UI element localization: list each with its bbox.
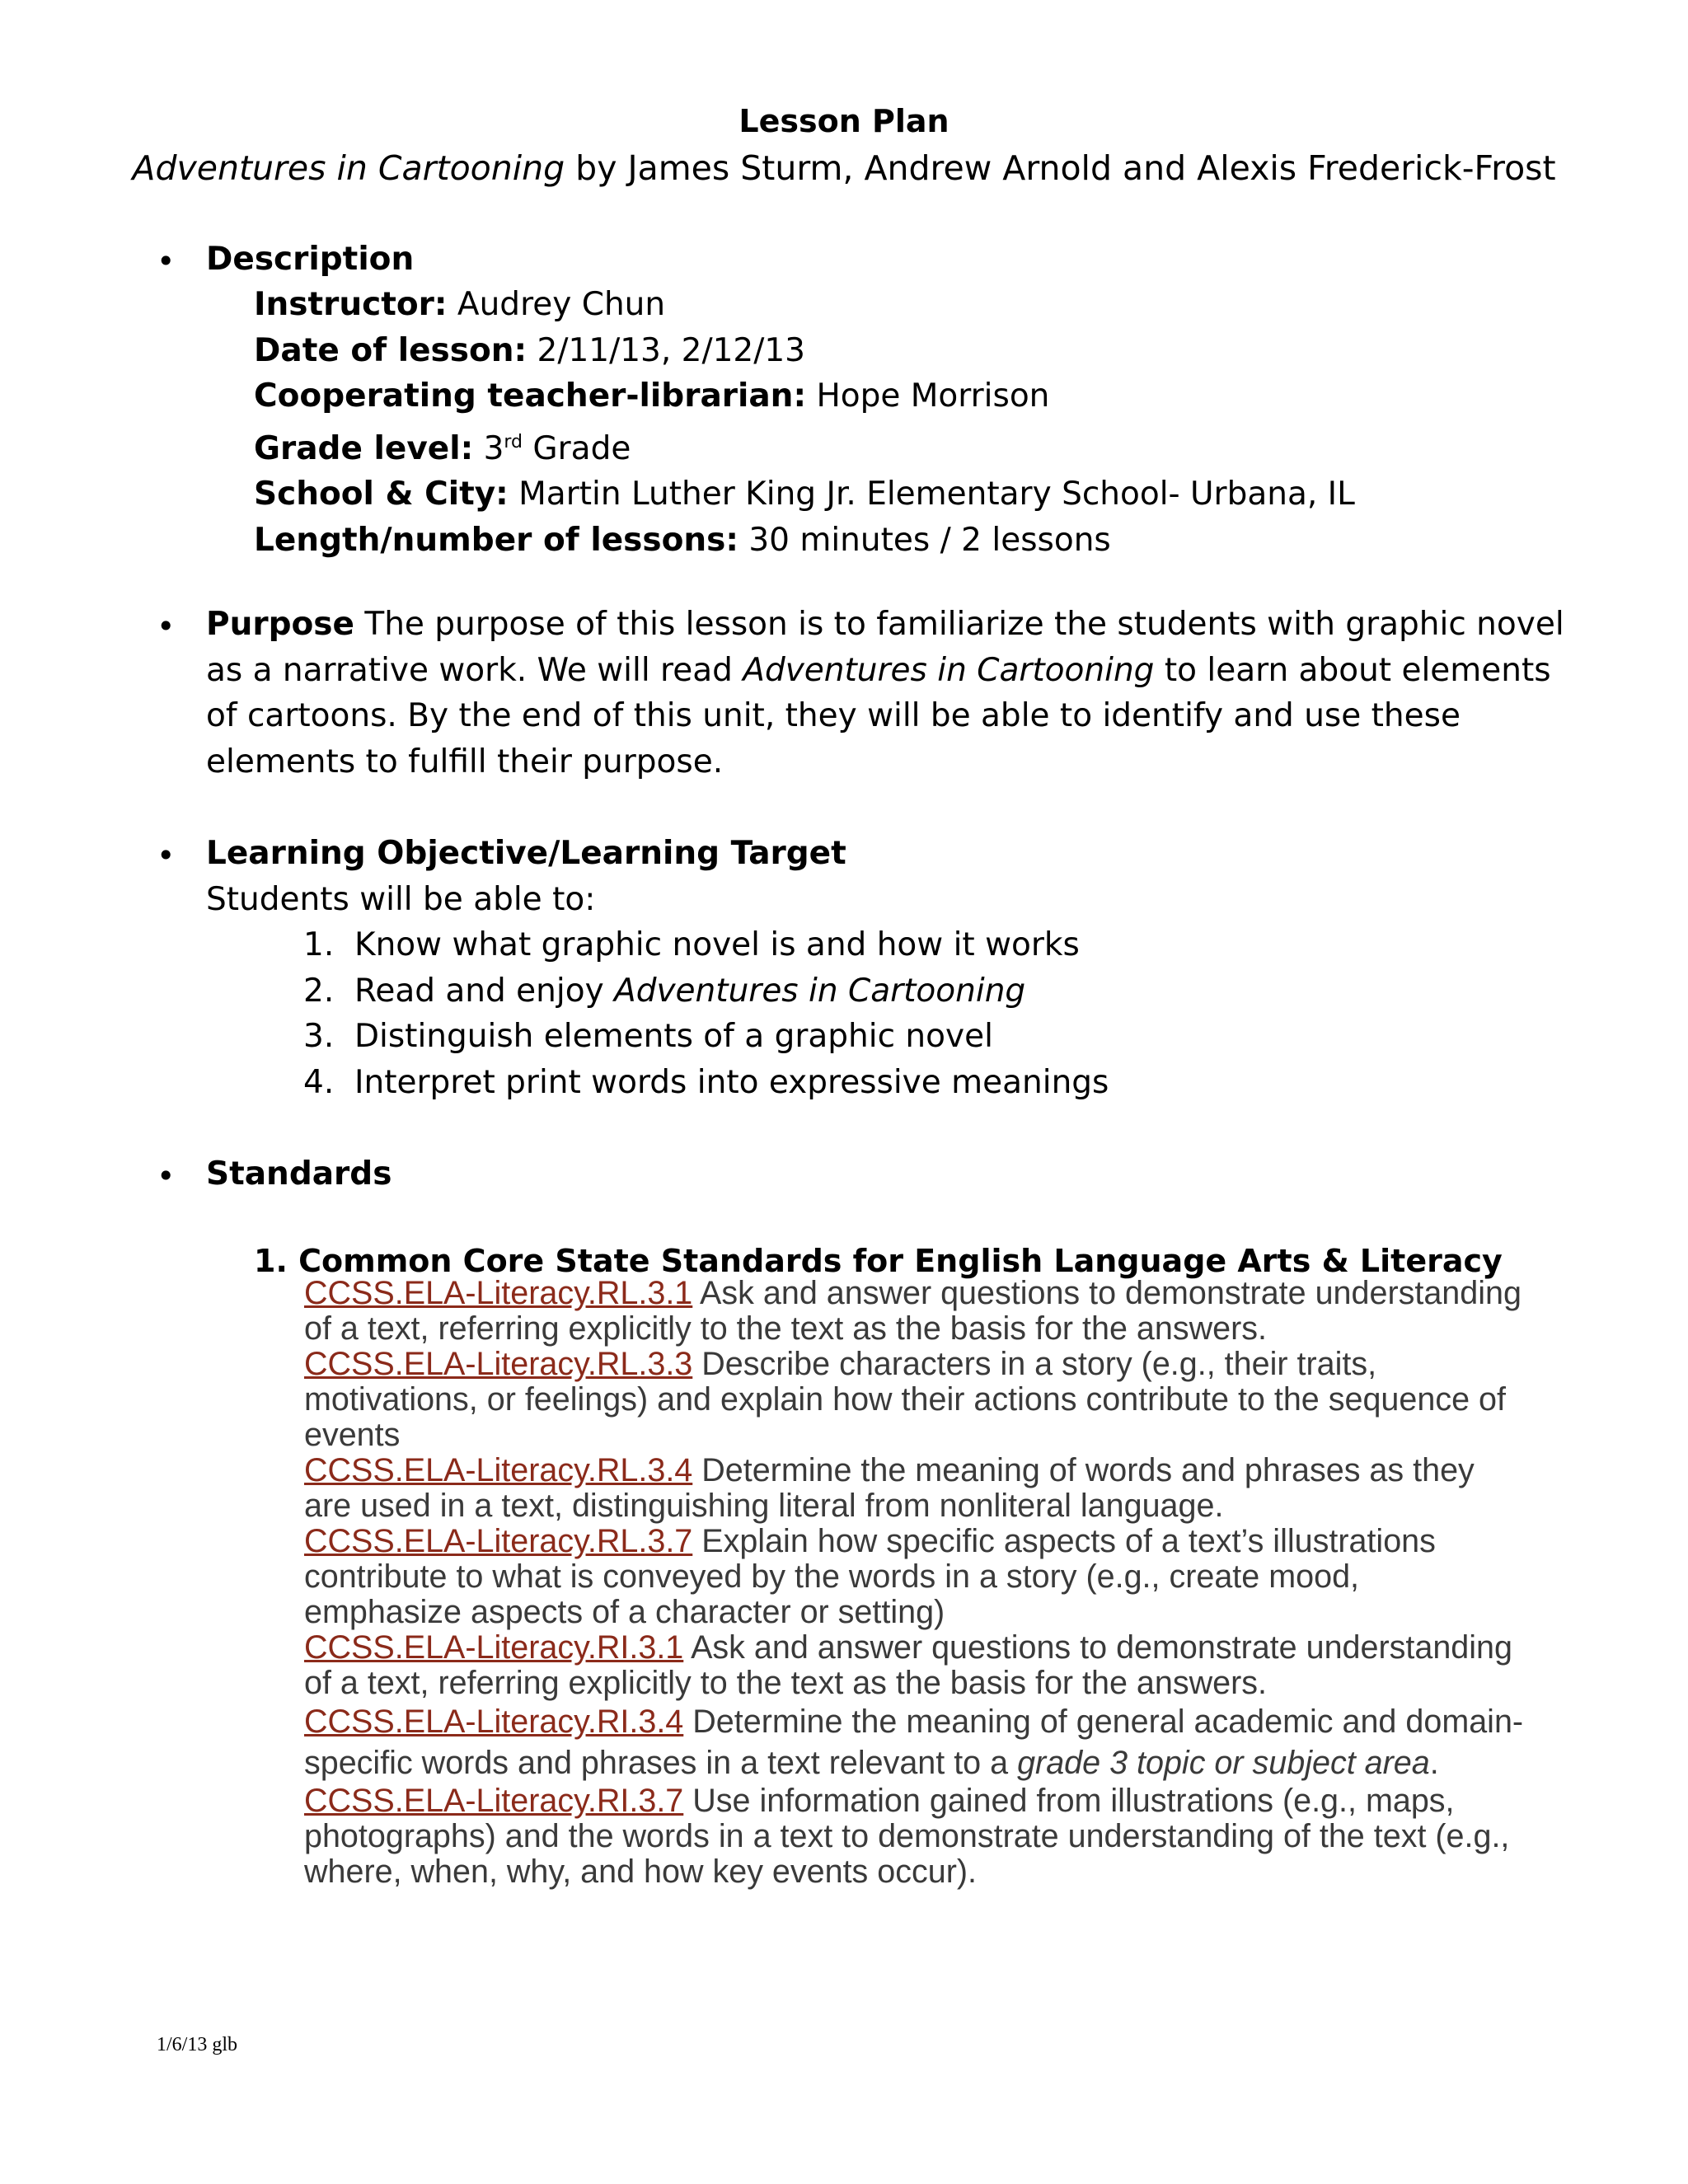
field-grade-level: Grade level: 3rd Grade (254, 429, 631, 467)
description-fields (254, 282, 1355, 563)
standard-item: CCSS.ELA-Literacy.RL.3.3 Describe characters in a story (e.g., their traits, motivations, or feelings) and explain how their actions contribute to the sequence of events (304, 1346, 1506, 1453)
standard-item: CCSS.ELA-Literacy.RL.3.7 Explain how specific aspects of a text’s illustrations contribute to what is conveyed by the words in a story (e.g., create mood, emphasize aspects of a character or setting) (304, 1523, 1436, 1630)
bullet-description: • (157, 243, 176, 279)
purpose-line-1: Purpose The purpose of this lesson is to familiarize the students with graphic novel (206, 606, 1564, 643)
objective-list (303, 922, 1109, 1105)
objective-heading: Learning Objective/Learning Target (206, 835, 846, 872)
list-item: 3. Distinguish elements of a graphic novel (303, 1018, 993, 1055)
book-authors: by James Sturm, Andrew Arnold and Alexis Frederick-Frost (565, 148, 1556, 188)
bullet-standards: • (157, 1158, 176, 1194)
standard-item: CCSS.ELA-Literacy.RI.3.4 Determine the meaning of general academic and domain-specific words and phrases in a text relevant to a grade 3 topic or subject area. (304, 1704, 1524, 1781)
standard-link[interactable]: CCSS.ELA-Literacy.RL.3.1 (304, 1275, 693, 1311)
standards-group-title: 1. Common Core State Standards for English Language Arts & Literacy (254, 1243, 1503, 1279)
standards-list (304, 1276, 1524, 1890)
list-item: 2. Read and enjoy Adventures in Cartooning (303, 972, 1026, 1010)
objective-section (206, 831, 846, 922)
purpose-line-4: elements to fulfill their purpose. (206, 743, 724, 780)
standard-link[interactable]: CCSS.ELA-Literacy.RI.3.1 (304, 1629, 684, 1666)
list-item: 4. Interpret print words into expressive meanings (303, 1063, 1109, 1101)
footer-note: 1/6/13 glb (157, 2034, 238, 2055)
standard-item: CCSS.ELA-Literacy.RL.3.1 Ask and answer questions to demonstrate understanding of a text, referring explicitly to the text as the basis for the answers. (304, 1275, 1522, 1347)
bullet-objective: • (157, 837, 176, 874)
book-citation (0, 148, 1688, 188)
standard-link[interactable]: CCSS.ELA-Literacy.RL.3.3 (304, 1346, 693, 1382)
purpose-line-3: of cartoons. By the end of this unit, they will be able to identify and use these (206, 697, 1461, 734)
standards-heading: Standards (206, 1155, 392, 1193)
field-teacher-librarian: Cooperating teacher-librarian: Hope Morrison (254, 377, 1050, 415)
objective-intro: Students will be able to: (206, 880, 596, 918)
field-length: Length/number of lessons: 30 minutes / 2 lessons (254, 521, 1111, 559)
standard-item: CCSS.ELA-Literacy.RI.3.7 Use information gained from illustrations (e.g., maps, photographs) and the words in a text to demonstrate understanding of the text (e.g., where, when, why, and how key events occur). (304, 1783, 1510, 1890)
list-item: 1. Know what graphic novel is and how it works (303, 926, 1080, 963)
standard-item: CCSS.ELA-Literacy.RI.3.1 Ask and answer questions to demonstrate understanding of a text, referring explicitly to the text as the basis for the answers. (304, 1629, 1512, 1701)
field-instructor: Instructor: Audrey Chun (254, 286, 666, 323)
purpose-line-2: as a narrative work. We will read Adventures in Cartooning to learn about elements (206, 651, 1551, 689)
purpose-section (206, 602, 1564, 785)
field-school-city: School & City: Martin Luther King Jr. Elementary School- Urbana, IL (254, 476, 1355, 513)
standard-link[interactable]: CCSS.ELA-Literacy.RL.3.7 (304, 1523, 693, 1559)
field-date: Date of lesson: 2/11/13, 2/12/13 (254, 331, 805, 369)
page-title: Lesson Plan (738, 103, 950, 139)
description-heading: Description (206, 241, 415, 278)
standard-link[interactable]: CCSS.ELA-Literacy.RI.3.4 (304, 1704, 684, 1740)
standard-item: CCSS.ELA-Literacy.RL.3.4 Determine the meaning of words and phrases as they are used in a text, distinguishing literal from nonliteral language. (304, 1452, 1475, 1524)
bullet-purpose: • (157, 608, 176, 644)
standard-link[interactable]: CCSS.ELA-Literacy.RL.3.4 (304, 1452, 693, 1488)
book-title: Adventures in Cartooning (132, 148, 565, 188)
standard-link[interactable]: CCSS.ELA-Literacy.RI.3.7 (304, 1783, 684, 1819)
